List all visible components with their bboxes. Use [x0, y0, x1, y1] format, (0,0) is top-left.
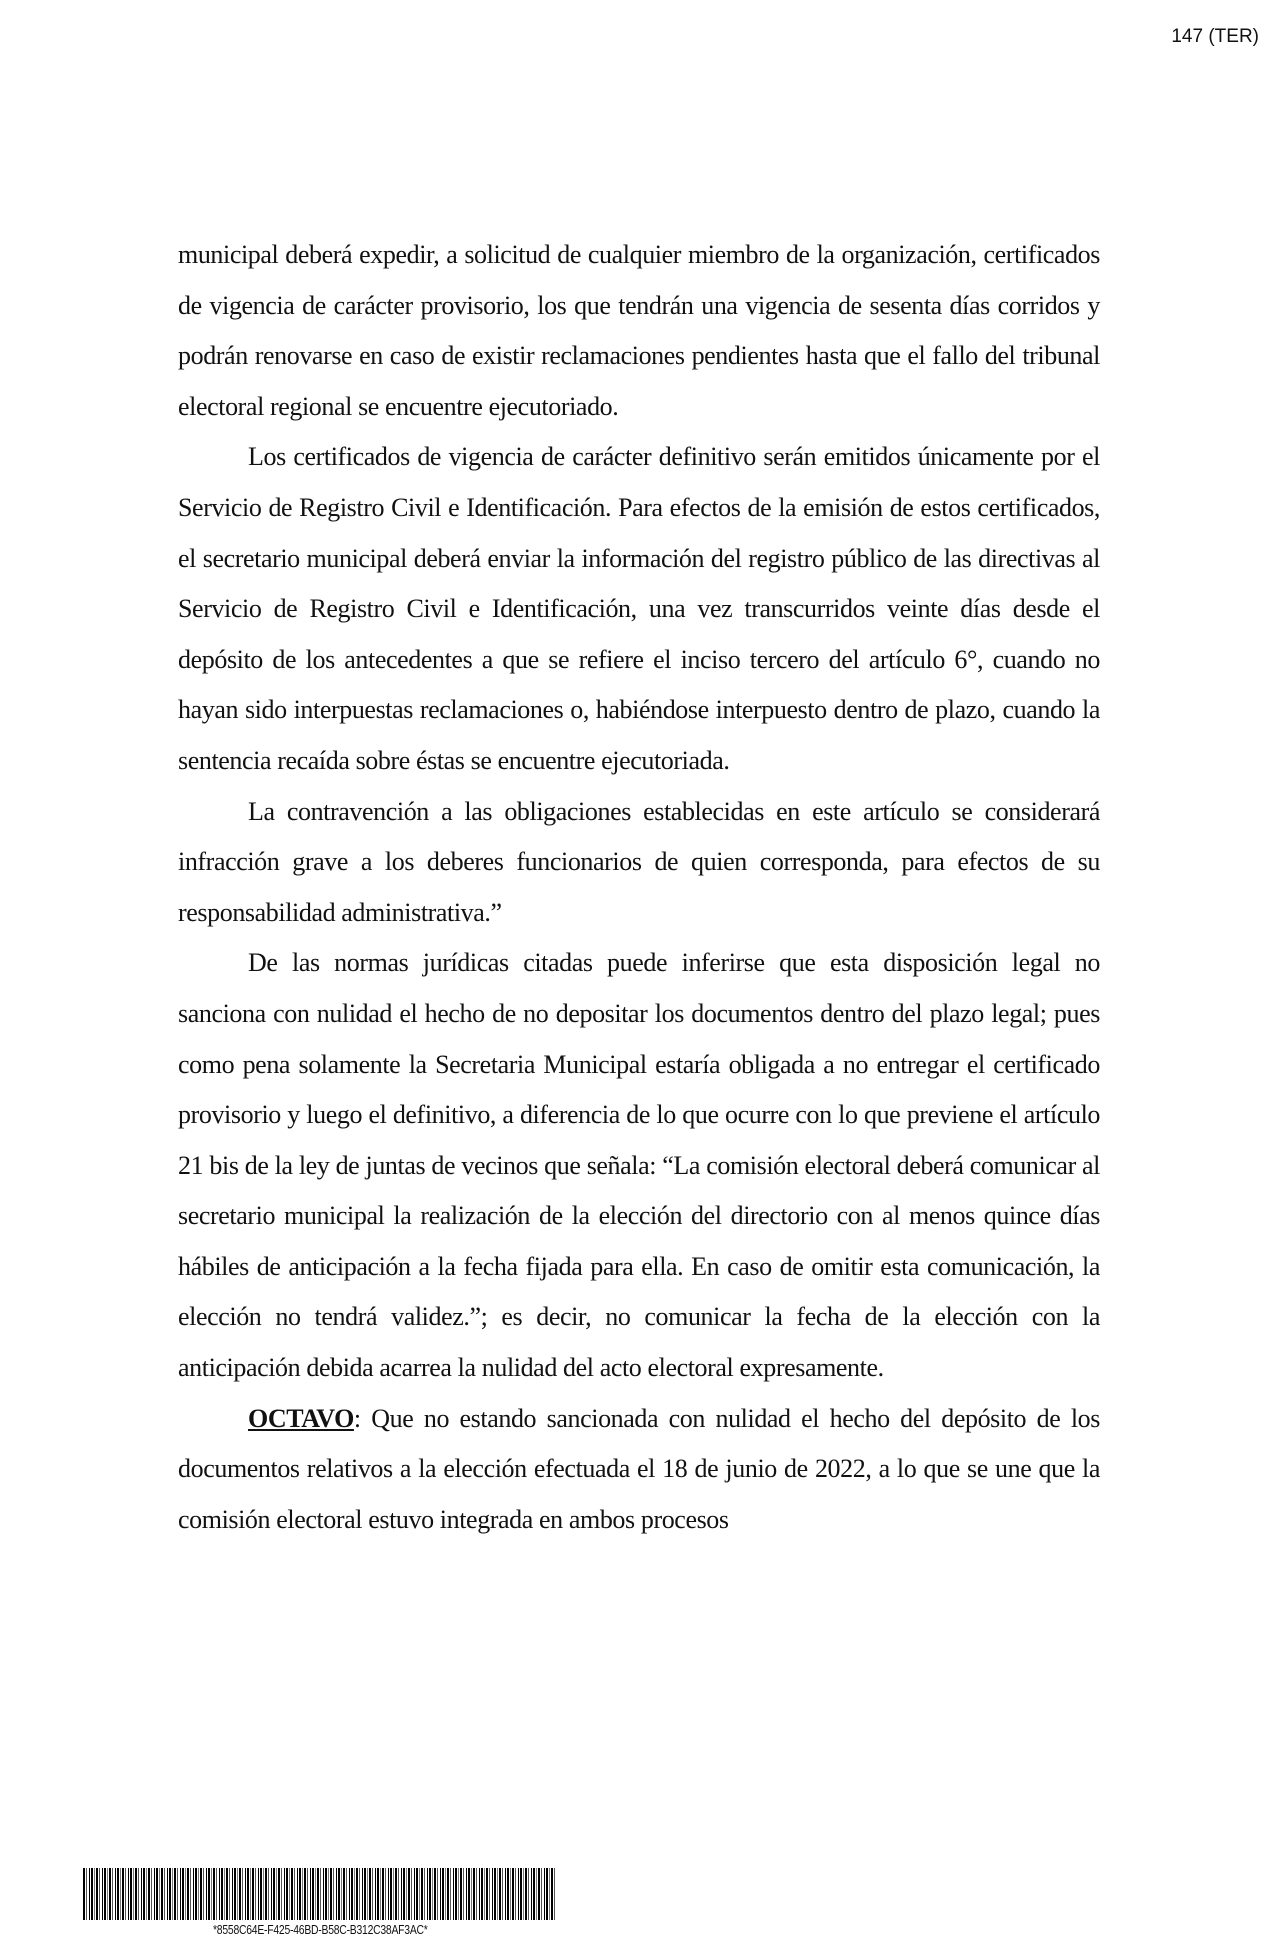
paragraph-contravencion: La contravención a las obligaciones establecidas en este artículo se considerará infracción grave a los deberes funcionarios de quien corresponda, para efectos de su responsabilidad administrativa.” — [178, 796, 1100, 927]
paragraph-continuation: municipal deberá expedir, a solicitud de cualquier miembro de la organización, certificados de vigencia de carácter provisorio, los que tendrán una vigencia de sesenta días corridos y podrán renovarse en caso de existir reclamaciones pendientes hasta que el fallo del tribunal electoral regional se encuentre ejecutoriado. — [178, 240, 1100, 421]
barcode-text: *8558C64E-F425-46BD-B58C-B312C38AF3AC* — [213, 1922, 428, 1937]
paragraph-normas-juridicas: De las normas jurídicas citadas puede inferirse que esta disposición legal no sanciona con nulidad el hecho de no depositar los documentos dentro del plazo legal; pues como pena solamente la Secretaria Municipal estaría obligada a no entregar el certificado provisorio y luego el definitivo, a diferencia de lo que ocurre con lo que previene el artículo 21 bis de la ley de juntas de vecinos que señala: “La comisión electoral deberá comunicar al secretario municipal la realización de la elección del directorio con al menos quince días hábiles de anticipación a la fecha fijada para ella. En caso de omitir esta comunicación, la elección no tendrá validez.”; es decir, no comunicar la fecha de la elección con la anticipación debida acarrea la nulidad del acto electoral expresamente. — [178, 948, 1100, 1383]
section-heading-octavo: OCTAVO — [248, 1403, 354, 1433]
document-body — [178, 230, 1100, 1545]
paragraph-octavo — [178, 1394, 1100, 1546]
page-number: 147 (TER) — [1171, 26, 1259, 47]
paragraph-certificados-definitivos: Los certificados de vigencia de carácter definitivo serán emitidos únicamente por el Servicio de Registro Civil e Identificación. Para efectos de la emisión de estos certificados, el secretario municipal deberá enviar la información del registro público de las directivas al Servicio de Registro Civil e Identificación, una vez transcurridos veinte días desde el depósito de los antecedentes a que se refiere el inciso tercero del artículo 6°, cuando no hayan sido interpuestas reclamaciones o, habiéndose interpuesto dentro de plazo, cuando la sentencia recaída sobre éstas se encuentre ejecutoriada. — [178, 442, 1100, 775]
barcode-icon — [83, 1868, 557, 1920]
paragraph-octavo-text: : Que no estando sancionada con nulidad el hecho del depósito de los documentos relativos a la elección efectuada el 18 de junio de 2022, a lo que se une que la comisión electoral estuvo integrada en ambos procesos — [178, 1403, 1100, 1534]
